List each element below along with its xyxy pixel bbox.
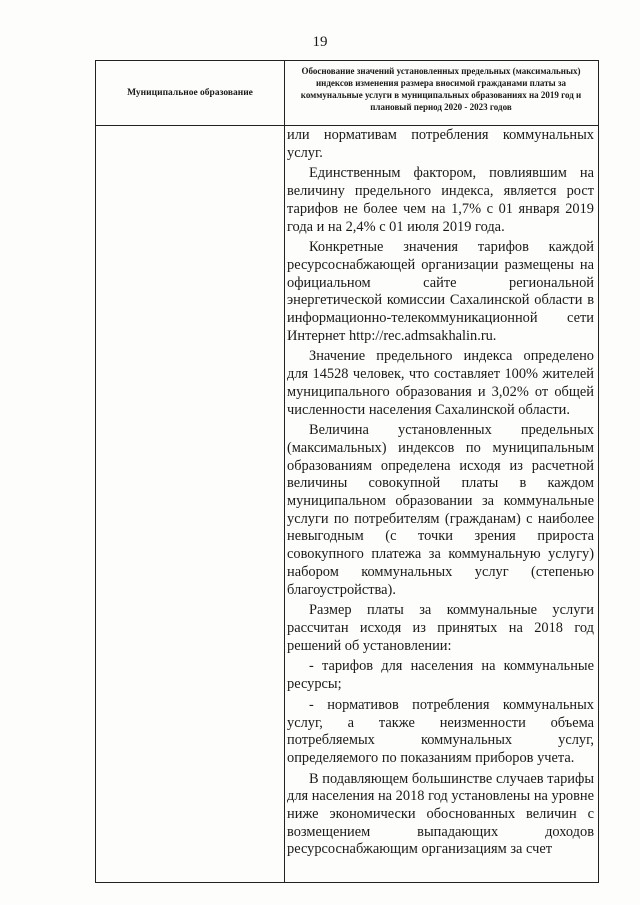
- header-justification: [288, 65, 594, 125]
- justification-table: [95, 60, 599, 883]
- header-justification-label: Обоснование значений установленных предельных (максимальных) индексов изменения размера вносимой гражданами платы за коммунальные услуги в муниципальных образованиях на 2019 год и плановый период 2020 - 2023 годов: [300, 66, 582, 112]
- header-municipality-label: Муниципальное образование: [127, 88, 253, 98]
- paragraph-growth-factor: Единственным фактором, повлиявшим на величину предельного индекса, является рост тарифов не более чем на 1,7% с 01 января 2019 года и на 2,4% с 01 июля 2019 года.: [287, 165, 594, 235]
- paragraph-index-method: Величина установленных предельных (максимальных) индексов по муниципальным образованиям определена исходя из расчетной величины совокупной платы в каждом муниципальном образовании за коммунальные услуги по потребителям (гражданам) с наиболее невыгодным (с точки зрения прироста совокупного платежа за коммунальную услугу) набором коммунальных услуг (степенью благоустройства).: [287, 422, 594, 598]
- justification-cell: [287, 127, 594, 862]
- paragraph-continuation: или нормативам потребления коммунальных услуг.: [287, 127, 594, 161]
- paragraph-below-economic: В подавляющем большинстве случаев тарифы для населения на 2018 год установлены на уровне ниже экономически обоснованных величин с возмещением выпадающих доходов ресурсоснабжающим организациям за счет: [287, 770, 594, 858]
- municipality-cell: [96, 127, 284, 882]
- column-divider: [284, 61, 285, 882]
- header-municipality: [96, 61, 284, 125]
- header-divider: [96, 125, 598, 126]
- paragraph-payment-calc: Размер платы за коммунальные услуги рассчитан исходя из принятых на 2018 год решений об установлении:: [287, 602, 594, 654]
- list-item-norms: - нормативов потребления коммунальных услуг, а также неизменности объема потребляемых коммунальных услуг, определяемого по показаниям приборов учета.: [287, 696, 594, 766]
- page-number: 19: [312, 34, 328, 50]
- list-item-tariffs: - тарифов для населения на коммунальные ресурсы;: [287, 658, 594, 693]
- paragraph-tariffs-source: Конкретные значения тарифов каждой ресурсоснабжающей организации размещены на официальном сайте региональной энергетической комиссии Сахалинской области в информационно-телекоммуникационной сети Интернет http://rec.admsakhalin.ru.: [287, 239, 594, 344]
- paragraph-population-coverage: Значение предельного индекса определено для 14528 человек, что составляет 100% жителей муниципального образования и 3,02% от общей численности населения Сахалинской области.: [287, 348, 594, 418]
